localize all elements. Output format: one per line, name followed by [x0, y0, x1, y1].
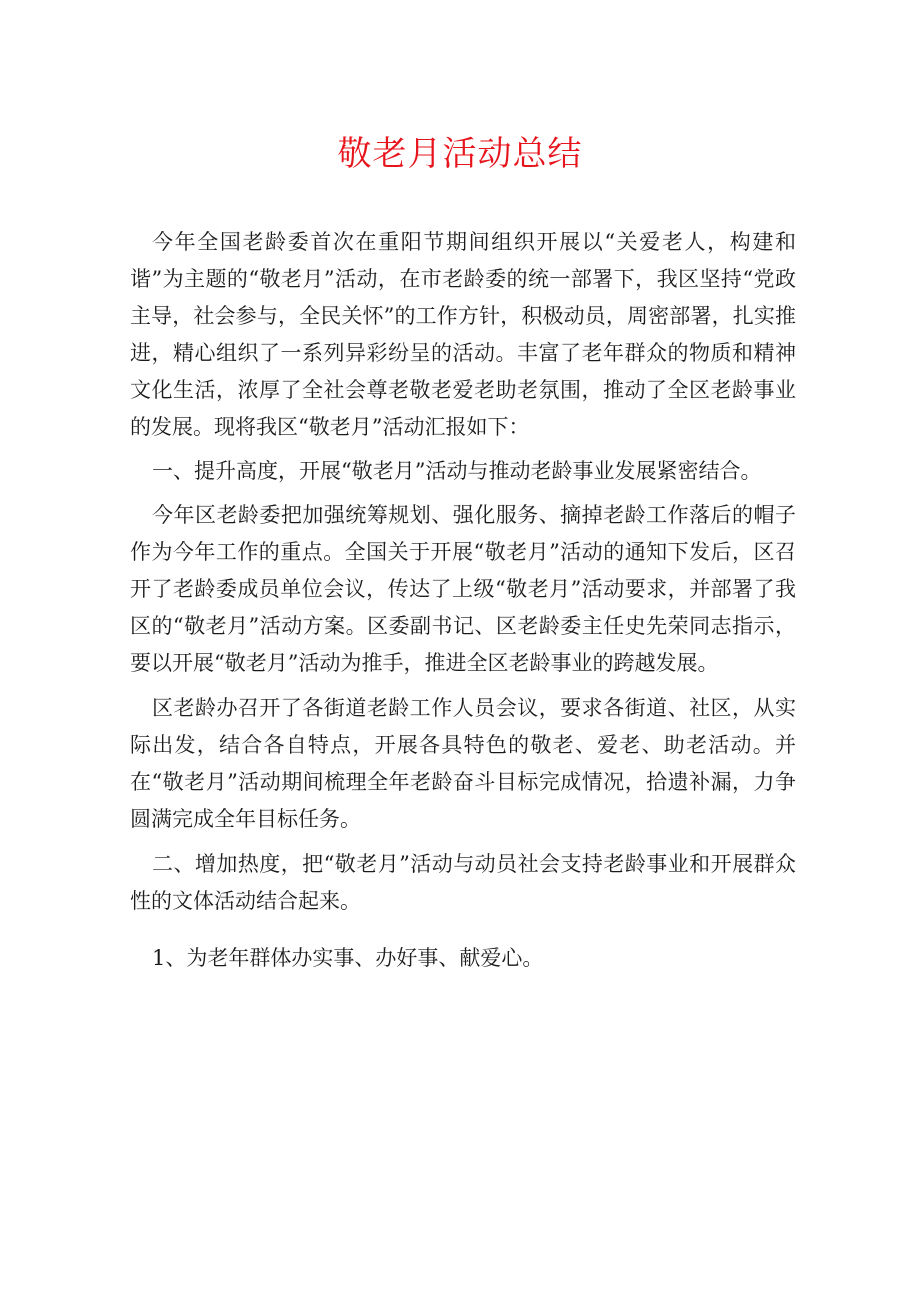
section-heading-2: 二、增加热度，把“敬老月”活动与动员社会支持老龄事业和开展群众性的文体活动结合起来。 — [130, 852, 796, 913]
paragraph-section-1: 今年区老龄委把加强统筹规划、强化服务、摘掉老龄工作落后的帽子作为今年工作的重点。全国关于开展“敬老月”活动的通知下发后，区召开了老龄委成员单位会议，传达了上级“敬老月”活动要求，并部署了我区的“敬老月”活动方案。区委副书记、区老龄委主任史先荣同志指示，要以开展“敬老月”活动为推手，推进全区老龄事业的跨越发展。 — [130, 503, 796, 675]
paragraph-section-1-cont: 区老龄办召开了各街道老龄工作人员会议，要求各街道、社区，从实际出发，结合各自特点，开展各具特色的敬老、爱老、助老活动。并在“敬老月”活动期间梳理全年老龄奋斗目标完成情况，拾遗补漏，力争圆满完成全年目标任务。 — [130, 696, 796, 831]
subsection-heading-1: 1、为老年群体办实事、办好事、献爱心。 — [152, 946, 544, 970]
section-heading-1: 一、提升高度，开展“敬老月”活动与推动老龄事业发展紧密结合。 — [152, 459, 762, 483]
document-title: 敬老月活动总结 — [337, 134, 583, 174]
document-body — [130, 224, 796, 977]
paragraph-intro: 今年全国老龄委首次在重阳节期间组织开展以“关爱老人，构建和谐”为主题的“敬老月”活动，在市老龄委的统一部署下，我区坚持“党政主导，社会参与，全民关怀”的工作方针，积极动员，周密部署，扎实推进，精心组织了一系列异彩纷呈的活动。丰富了老年群众的物质和精神文化生活，浓厚了全社会尊老敬老爱老助老氛围，推动了全区老龄事业的发展。现将我区“敬老月”活动汇报如下： — [130, 230, 796, 439]
